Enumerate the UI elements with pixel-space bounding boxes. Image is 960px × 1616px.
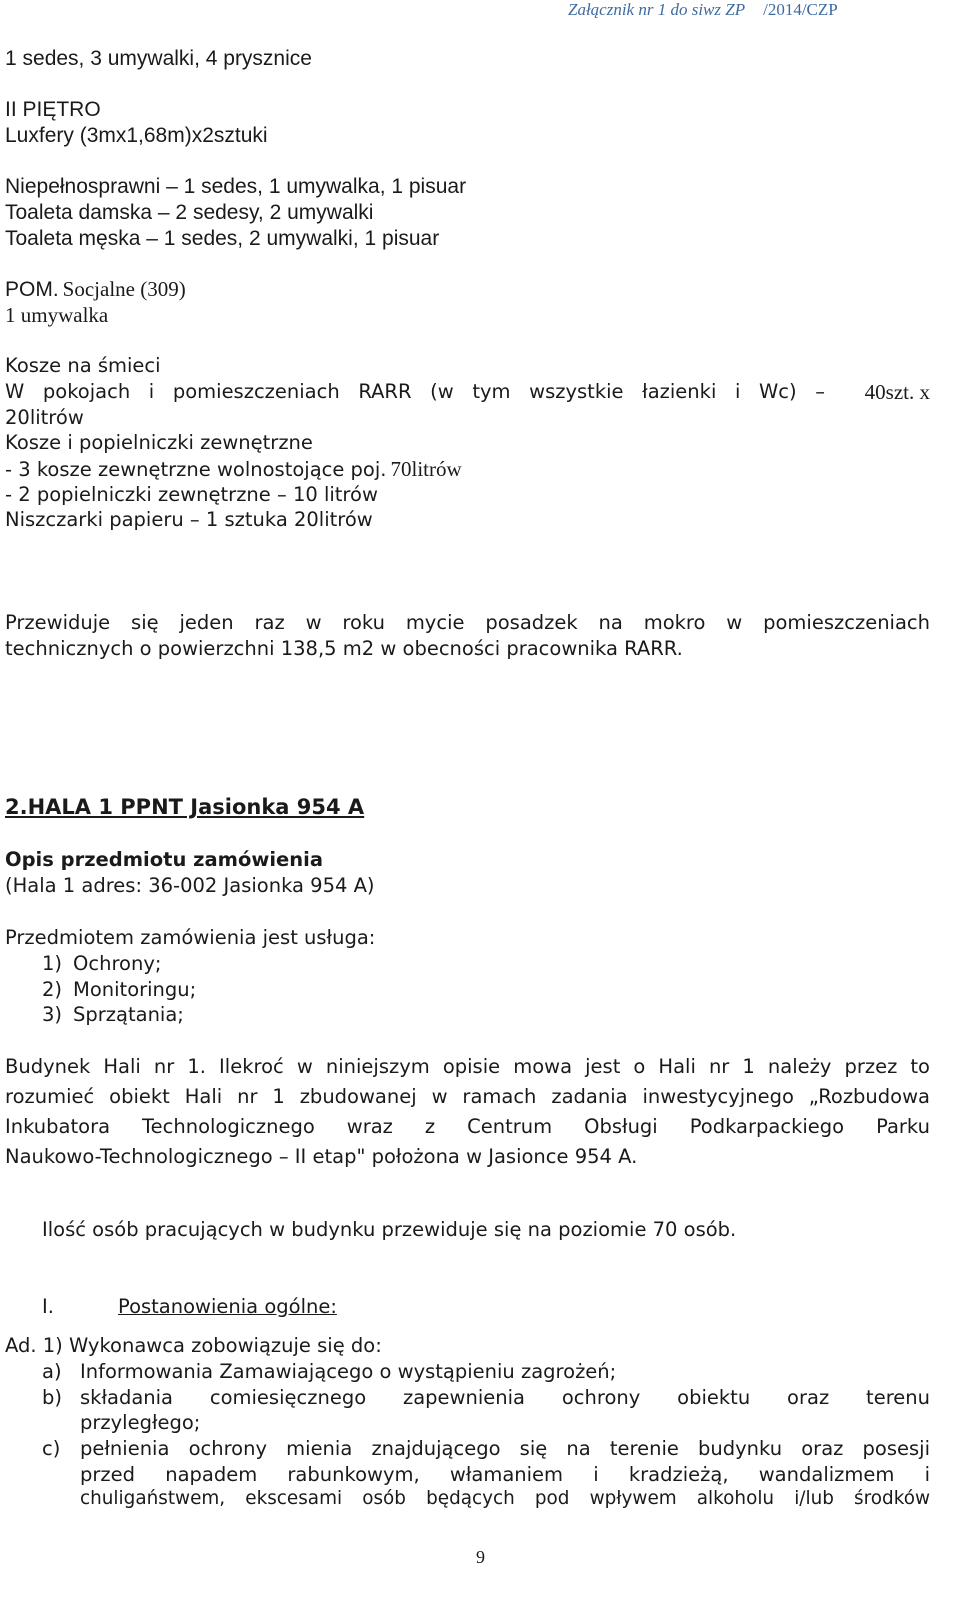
- outdoor-bins-capacity: 70litrów: [390, 457, 462, 481]
- services-intro: Przedmiotem zamówienia jest usługa:: [5, 926, 376, 949]
- staff-count: Ilość osób pracujących w budynku przewiduje się na poziomie 70 osób.: [42, 1218, 737, 1241]
- general-provisions-number: I.: [42, 1295, 54, 1318]
- duty-c-line-1: pełnienia ochrony mienia znajdującego się na terenie budynku oraz posesji: [80, 1437, 930, 1460]
- men-toilet-line: Toaleta męska – 1 sedes, 2 umywalki, 1 pisuar: [5, 227, 440, 250]
- bins-title: Kosze na śmieci: [5, 354, 161, 377]
- service-label: Monitoringu;: [73, 978, 197, 1001]
- duty-b-number: b): [42, 1386, 62, 1409]
- bins-rooms-count: 40szt. x: [864, 380, 930, 404]
- page-number: 9: [476, 1547, 485, 1567]
- building-line: Inkubatora Technologicznego wraz z Centrum Obsługi Podkarpackiego Parku: [5, 1115, 930, 1138]
- section2-subheading: Opis przedmiotu zamówienia: [5, 848, 323, 871]
- building-line: Budynek Hali nr 1. Ilekroć w niniejszym opisie mowa jest o Hali nr 1 należy przez to: [5, 1055, 930, 1078]
- outdoor-title: Kosze i popielniczki zewnętrzne: [5, 431, 313, 454]
- outdoor-bins-line: [5, 457, 462, 482]
- ashtrays-line: - 2 popielniczki zewnętrzne – 10 litrów: [5, 483, 378, 506]
- duty-a-text: Informowania Zamawiającego o wystąpieniu zagrożeń;: [80, 1360, 617, 1383]
- luxfery-line: Luxfery (3mx1,68m)x2sztuki: [5, 124, 268, 147]
- building-line: rozumieć obiekt Hali nr 1 zbudowanej w ramach zadania inwestycyjnego „Rozbudowa: [5, 1085, 930, 1108]
- building-line-last: Naukowo-Technologicznego – II etap" położona w Jasionce 954 A.: [5, 1145, 638, 1168]
- social-room-line: [5, 277, 186, 302]
- duty-b-line-2: przyległego;: [80, 1411, 201, 1434]
- disabled-toilet-line: Niepełnosprawni – 1 sedes, 1 umywalka, 1 pisuar: [5, 175, 467, 198]
- service-label: Sprzątania;: [73, 1003, 184, 1026]
- duty-a-number: a): [42, 1360, 62, 1383]
- contractor-intro: Ad. 1) Wykonawca zobowiązuje się do:: [5, 1334, 382, 1357]
- duty-c-number: c): [42, 1437, 61, 1460]
- floor-washing-line-2: technicznych o powierzchni 138,5 m2 w obecności pracownika RARR.: [5, 637, 683, 660]
- duty-c-line-2: przed napadem rabunkowym, włamaniem i kradzieżą, wandalizmem i: [80, 1463, 930, 1486]
- service-number: 3): [42, 1003, 63, 1026]
- service-number: 1): [42, 952, 63, 975]
- service-item: [42, 978, 196, 1001]
- duty-b-line-1: składania comiesięcznego zapewnienia ochrony obiektu oraz terenu: [80, 1386, 930, 1409]
- service-item: [42, 1003, 184, 1026]
- bins-rooms-text: W pokojach i pomieszczeniach RARR (w tym wszystkie łazienki i Wc) –: [5, 380, 825, 403]
- social-room-name: Socjalne (309): [62, 277, 186, 301]
- building-description: [5, 1052, 930, 1172]
- shredders-line: Niszczarki papieru – 1 sztuka 20litrów: [5, 508, 373, 531]
- floor2-title: II PIĘTRO: [5, 98, 101, 121]
- floor-washing-line-1: Przewiduje się jeden raz w roku mycie posadzek na mokro w pomieszczeniach: [5, 611, 930, 634]
- annex-header: [568, 0, 838, 20]
- social-room-sink: 1 umywalka: [5, 303, 109, 327]
- women-toilet-line: Toaleta damska – 2 sedesy, 2 umywalki: [5, 201, 374, 224]
- service-label: Ochrony;: [73, 952, 162, 975]
- outdoor-bins-text: - 3 kosze zewnętrzne wolnostojące poj.: [5, 458, 387, 481]
- annex-header-suffix: /2014/CZP: [763, 0, 838, 19]
- bins-rooms-capacity: 20litrów: [5, 406, 84, 429]
- general-provisions-title: Postanowienia ogólne:: [118, 1295, 337, 1318]
- section2-address: (Hala 1 adres: 36-002 Jasionka 954 A): [5, 874, 375, 897]
- duty-c-line-3: chuligaństwem, ekscesami osób będących pod wpływem alkoholu i/lub środków: [80, 1488, 930, 1509]
- social-room-prefix: POM.: [5, 278, 59, 301]
- service-number: 2): [42, 978, 63, 1001]
- service-item: [42, 952, 161, 975]
- ground-floor-fixtures: 1 sedes, 3 umywalki, 4 prysznice: [5, 47, 312, 70]
- section2-heading: 2.HALA 1 PPNT Jasionka 954 A: [5, 795, 365, 819]
- annex-header-prefix: Załącznik nr 1 do siwz ZP: [568, 0, 746, 19]
